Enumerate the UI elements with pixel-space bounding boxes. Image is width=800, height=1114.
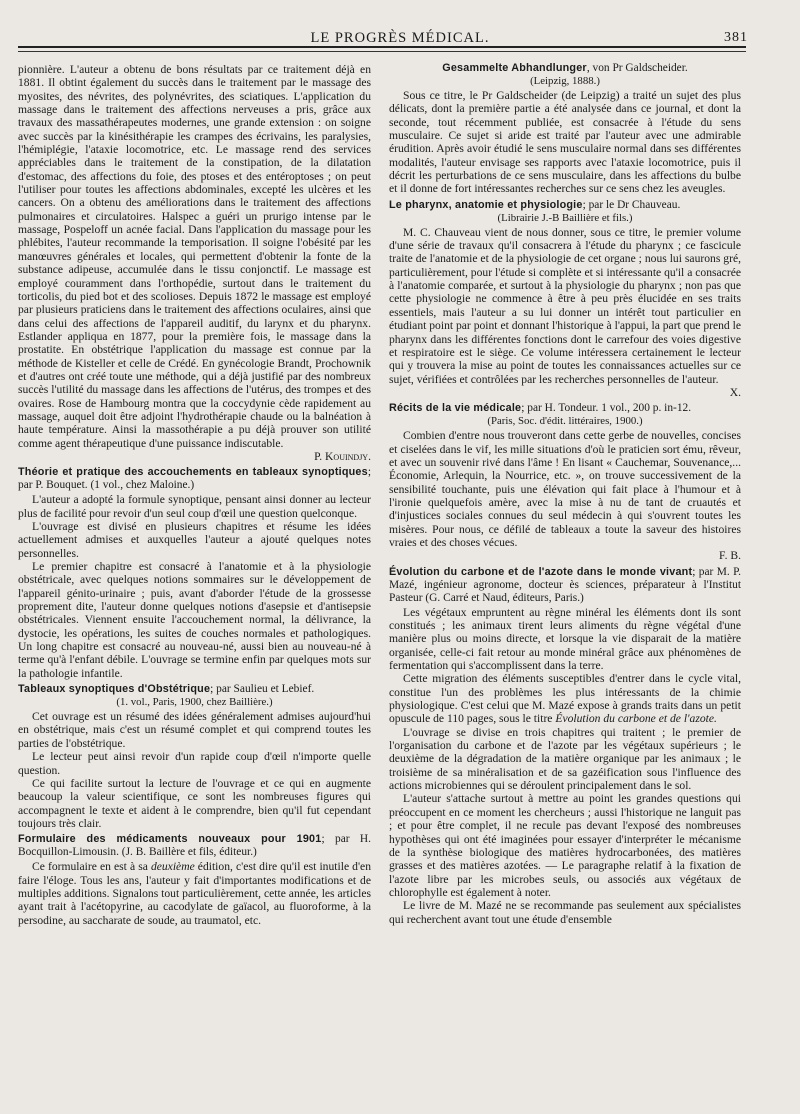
running-head bbox=[0, 24, 800, 46]
review-paragraph: Les végétaux empruntent au règne minéral les éléments dont ils sont constitués ; les animaux tirent leurs aliments du règne végétal d'une manière plus ou moins directe, et lorsque la vie disparait de la matière organisée, celle-ci fait retour au monde minéral grâce aux phénomènes de fermentation qui s'accomplissent dans la terre. bbox=[389, 605, 741, 673]
review-theorie-accouchements bbox=[18, 466, 371, 680]
review-paragraph: Le premier chapitre est consacré à l'anatomie et à la physiologie obstétricale, avec quelques notions sommaires sur le développement de l'appareil génito-urinaire ; puis, avant d'aborder l'étude de la grossesse proprement dite, l'auteur donne quelques notions d'asepsie et d'antisepsie obstétricales. Viennent ensuite l'accouchement normal, la délivrance, la dystocie, les opérations, les suites de couches normales et pathologiques. Un long chapitre est consacré au nouveau-né, aussi bien au nouveau-né à terme qu'à l'enfant débile. L'ouvrage se termine enfin par quelques mots sur la pathologie infantile. bbox=[18, 560, 371, 680]
review-heading bbox=[18, 466, 371, 492]
review-signature: X. bbox=[729, 385, 741, 399]
header-rule-thick bbox=[18, 46, 746, 48]
review-pharynx bbox=[389, 199, 741, 399]
review-paragraph: Le livre de M. Mazé ne se recommande pas seulement aux spécialistes qui recherchent avant tout une étude d'ensemble bbox=[389, 899, 741, 926]
review-paragraph: M. C. Chauveau vient de nous donner, sous ce titre, le premier volume d'une série de travaux qu'il consacrera à l'étude du pharynx ; ce fascicule traite de l'anatomie et de la physiologie de cet organe ; nous lui saurons gré, particulièrement, pour l'étude si complète et si intéressante qu'il a consacrée à l'anatomie comparée, et surtout à la physiologie du pharynx ; non pas que cette physiologie ne commence à être à peu près élucidée en ses traits essentiels, mais l'auteur a su lui donner un intérêt tout particulier en étudiant point par point et donnant l'historique à l'appui, la part que prend le pharynx dans les différentes fonctions dont le carrefour des voies digestive et respiratoire est le siège. Ce volume intéressera certainement le lecteur qui y trouvera la mise au point de toutes les connaissances actuelles sur ce sujet, vérifiées et contrôlées par les recherches personnelles de l'auteur. X. bbox=[389, 225, 741, 399]
review-byline: ; par Saulieu et Lebief. bbox=[210, 683, 315, 696]
review-paragraph: Sous ce titre, le Pr Galdscheider (de Leipzig) a traité un sujet des plus délicats, dont la première partie a été analysée dans ce journal, et dont la seconde, tout récemment publiée, est consacrée à l'étude du sens musculaire. Ce sujet si aride est traité par l'auteur avec une admirable érudition. Après avoir étudié le sens musculaire normal dans ses différentes modalités, l'auteur envisage ses rapports avec l'ataxie locomotrice, puis il décrit les perturbations de ce sens musculaire, dans les affections du bulbe et il donne de fort intéressantes recherches sur ce sens chez les aveugles. bbox=[389, 89, 741, 196]
review-massage bbox=[18, 63, 371, 463]
review-heading bbox=[18, 833, 371, 859]
review-byline: ; par P. Bouquet. (1 vol., chez Maloine.) bbox=[18, 466, 371, 492]
review-title: Récits de la vie médicale bbox=[389, 402, 522, 415]
left-column bbox=[18, 60, 371, 1104]
review-recits bbox=[389, 402, 741, 562]
review-paragraph: L'ouvrage est divisé en plusieurs chapitres et résume les idées actuellement admises et auxquelles l'auteur a ajouté quelques notes personnelles. bbox=[18, 520, 371, 560]
review-heading bbox=[389, 566, 741, 605]
review-title: Théorie et pratique des accouchements en tableaux synoptiques bbox=[18, 466, 368, 479]
page-number: 381 bbox=[724, 30, 748, 45]
review-title: Gesammelte Abhandlunger bbox=[442, 62, 587, 74]
review-byline: ; par le Dr Chauveau. bbox=[582, 198, 681, 211]
review-paragraph: Ce formulaire en est à sa deuxième édition, c'est dire qu'il est inutile d'en faire l'éloge. Tous les ans, l'auteur y fait d'importantes modifications et de multiples additions. Signalons tout particulièrement, cette année, les articles ayant trait à l'acétopyrine, au cacodylate de gaïacol, au fluoroforme, à la persodine, au saccharate de soude, au traumatol, etc. bbox=[18, 860, 371, 927]
review-paragraph: Ce qui facilite surtout la lecture de l'ouvrage et ce qui en augmente beaucoup la valeur scientifique, ce sont les nombreuses figures qui accompagnent le texte et aident à le comprendre, bien qu'il fut cependant toujours très clair. bbox=[18, 776, 371, 830]
review-byline: ; par M. P. Mazé, ingénieur agronome, docteur ès sciences, préparateur à l'Institut Pasteur (G. Carré et Naud, éditeurs, Paris.) bbox=[389, 565, 741, 604]
review-paragraph: Le lecteur peut ainsi revoir d'un rapide coup d'œil n'importe quelle question. bbox=[18, 750, 371, 777]
review-imprint: (Paris, Soc. d'édit. littéraires, 1900.) bbox=[487, 415, 643, 428]
review-formulaire bbox=[18, 833, 371, 927]
edition-emphasis: deuxième bbox=[150, 860, 195, 874]
review-heading bbox=[18, 683, 371, 709]
review-byline: ; par H. Bocquillon-Limousin. (J. B. Baillère et fils, éditeur.) bbox=[18, 833, 371, 859]
review-title: Évolution du carbone et de l'azote dans le monde vivant bbox=[389, 565, 693, 578]
review-paragraph: L'ouvrage se divise en trois chapitres qui traitent ; le premier de l'organisation du carbone et de l'azote par les végétaux supérieurs ; le deuxième de la dégradation de la matière organique par les animaux ; le troisième de sa minéralisation et de sa gazéification sous l'influence des actions microbiennes qui se déroulent principalement dans le sol. bbox=[389, 725, 741, 793]
review-paragraph: Cette migration des éléments susceptibles d'entrer dans le cycle vital, constitue l'un des problèmes les plus intéressants de la chimie physiologique. C'est celui que M. Mazé expose à grands traits dans un petit opuscule de 110 pages, sous le titre Évolution du carbone et de l'azote. bbox=[389, 672, 741, 726]
review-imprint: (Librairie J.-B Baillière et fils.) bbox=[497, 211, 633, 224]
review-evolution bbox=[389, 566, 741, 926]
review-title: Tableaux synoptiques d'Obstétrique bbox=[18, 683, 211, 696]
review-paragraph: L'auteur s'attache surtout à mettre au point les grandes questions qui préoccupent en ce moment les chercheurs ; aussi l'historique ne languit pas ; et pour être complet, il ne recule pas devant l'exposé des nombreuses hypothèses qui ont été imaginées pour essayer d'interpréter le mécanisme de la synthèse biologique des matières hydrocarbonées, des matières grasses et des matières azotées. — Le paragraphe relatif à la fixation de l'azote libre par les microbes seuls, ou associés aux végétaux de chlorophylle est également à noter. bbox=[389, 792, 741, 899]
review-signature: F. B. bbox=[719, 549, 741, 563]
review-tableaux-obstetrique bbox=[18, 683, 371, 830]
review-heading bbox=[389, 62, 741, 88]
book-title-emphasis: Évolution du carbone et de l'azote. bbox=[555, 712, 717, 726]
review-paragraph: Combien d'entre nous trouveront dans cette gerbe de nouvelles, concises et ciselées dans le vif, les mille situations d'où le praticien sort ému, rêveur, et avec un souvenir rivé dans l'âme ! En lisant « Cauchemar, Souvenance,... Économie, Arlequin, la Nourrice, etc. », on trouve successivement de la sensibilité touchante, puis une élévation qui fait place à l'humour et à l'ironie quelquefois amère, avec la mise à nu de tant de cruautés et d'injustices sociales connues du seul médecin à qui s'ouvrent toutes les misères. Pour nous, ce défilé de tableaux a toute la saveur des histoires vraies et des choses vécues. F. B. bbox=[389, 429, 741, 563]
review-title: Le pharynx, anatomie et physiologie bbox=[389, 198, 583, 211]
review-gesammelte bbox=[389, 62, 741, 196]
review-title: Formulaire des médicaments nouveaux pour 1901 bbox=[18, 833, 322, 846]
review-heading bbox=[389, 402, 741, 428]
review-byline: ; par H. Tondeur. 1 vol., 200 p. in-12. bbox=[521, 402, 692, 415]
review-byline: , von Pr Galdscheider. bbox=[586, 62, 688, 74]
review-paragraph: Cet ouvrage est un résumé des idées généralement admises aujourd'hui en obstétrique, mais c'est un résumé complet et qui comprend toutes les parties de l'obstétrique. bbox=[18, 710, 371, 750]
review-text: pionnière. L'auteur a obtenu de bons résultats par ce traitement déjà en 1881. Il obtint également du succès dans le traitement par le massage des myosites, des névrites, des polynévrites, des sciatiques. L'application du massage dans le traitement des affections nerveuses a pris, grâce aux travaux des massathérapeutes modernes, une grande extension : on soigne avec succès par la kinésithérapie les crampes des écrivains, les paralysies, l'hémiplégie, l'ataxie locomotrice, etc. Le massage rend des services appréciables dans le traitement de la constipation, de la dilatation d'estomac, des affections du foie, des ptoses et des entéroptoses ; on peut l'utiliser pour toutes les affections abdominales, excepté les ulcères et les cancers. On a obtenu des améliorations dans le traitement des affections pulmonaires et circulatoires. Halspec a guéri un prurigo intense par le massage, Pospeloff un acnée facial. Dans l'application du massage pour les phlébites, l'auteur recommande la temporisation. Il soigne l'obésité par les manœuvres générales et locales, qui permettent d'obtenir la fonte de la substance adipeuse, accumulée dans le tissu conjonctif. Le massage est employé couramment dans l'orthopédie, surtout dans le traitement du torticolis, du pied bot et des scolioses. Depuis 1872 le massage est employé par plusieurs praticiens dans le traitement des affections oculaires, ainsi que dans celui des affections de l'appareil auditif, du larynx et du pharynx. Estlander appliqua en 1877, pour la première fois, le massage dans la prostatite. En obstétrique l'application du massage est connue par la méthode de Kisteller et celle de Crédé. En gynécologie Brandt, Prochownik et d'autres ont créé toute une méthode, qui a déjà justifié par des nombreux succès l'utilité du massage dans les affections de l'utérus, des trompes et des ovaires. Rose de Hambourg montra que la coccydynie cède rapidement au massage, auquel doit être adjoint l'hydrothérapie chaude ou la balnéation à haute température. Ainsi la massothérapie a pu déjà prouver son utilité comme agent thérapeutique d'une puissance indiscutable. P. Kouindjy. bbox=[18, 63, 371, 463]
review-imprint: (Leipzig, 1888.) bbox=[530, 75, 600, 87]
review-signature: P. Kouindjy. bbox=[314, 449, 371, 463]
header-rule-thin bbox=[18, 51, 746, 52]
review-imprint: (1. vol., Paris, 1900, chez Baillière.) bbox=[116, 696, 273, 709]
journal-title: LE PROGRÈS MÉDICAL. bbox=[310, 30, 490, 46]
review-paragraph: L'auteur a adopté la formule synoptique, pensant ainsi donner au lecteur plus de facilité pour revoir d'un seul coup d'œil une question quelconque. bbox=[18, 493, 371, 520]
review-heading bbox=[389, 199, 741, 225]
right-column bbox=[389, 60, 741, 1104]
